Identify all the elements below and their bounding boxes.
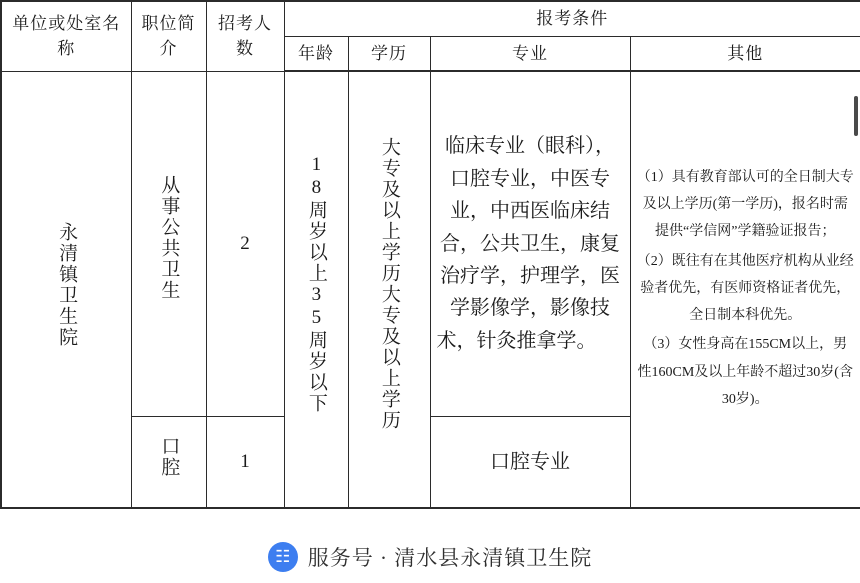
table-row (1, 71, 860, 416)
cell-count-1: 2 (206, 71, 284, 416)
header-unit: 单位或处室名称 (1, 1, 131, 71)
header-conditions: 报考条件 (284, 1, 860, 36)
education-text: 大专及以上学历大专及以上学历 (378, 137, 400, 432)
age-text: 18周岁以上35周岁以下 (305, 154, 327, 415)
cell-unit-name (1, 71, 131, 508)
header-education: 学历 (348, 36, 430, 71)
scroll-indicator[interactable] (854, 96, 858, 136)
table-header-row-1 (1, 1, 860, 36)
other-condition-3: （3）女性身高在155CM以上，男性160CM及以上年龄不超过30岁(含30岁)。 (637, 337, 853, 408)
cell-education (348, 71, 430, 508)
watermark-text: 服务号 · 清水县永清镇卫生院 (307, 546, 593, 570)
cell-position-1 (131, 71, 206, 416)
other-condition-2: （2）既往有在其他医疗机构从业经验者优先，有医师资格证者优先，全日制本科优先。 (636, 253, 854, 324)
position-text: 口腔 (158, 435, 180, 478)
header-other: 其他 (630, 36, 860, 71)
header-position: 职位简介 (131, 1, 206, 71)
header-count: 招考人数 (206, 1, 284, 71)
header-age: 年龄 (284, 36, 348, 71)
other-condition-1: （1）具有教育部认可的全日制大专及以上学历(第一学历)，报名时需提供“学信网”学籍验证报告； (636, 169, 854, 240)
cell-count-2: 1 (206, 416, 284, 508)
unit-name-text: 永清镇卫生院 (56, 221, 78, 348)
cell-major-2: 口腔专业 (430, 416, 630, 508)
service-account-icon: ☷ (268, 542, 298, 572)
header-major: 专业 (430, 36, 630, 71)
cell-major-1: 临床专业（眼科），口腔专业，中医专业，中西医临床结合，公共卫生，康复治疗学，护理学，医学影像学，影像技术，针灸推拿学。 (430, 71, 630, 416)
cell-age (284, 71, 348, 508)
position-text: 从事公共卫生 (158, 175, 180, 302)
cell-position-2 (131, 416, 206, 508)
cell-other-conditions (630, 71, 860, 508)
watermark-overlay (0, 531, 860, 583)
